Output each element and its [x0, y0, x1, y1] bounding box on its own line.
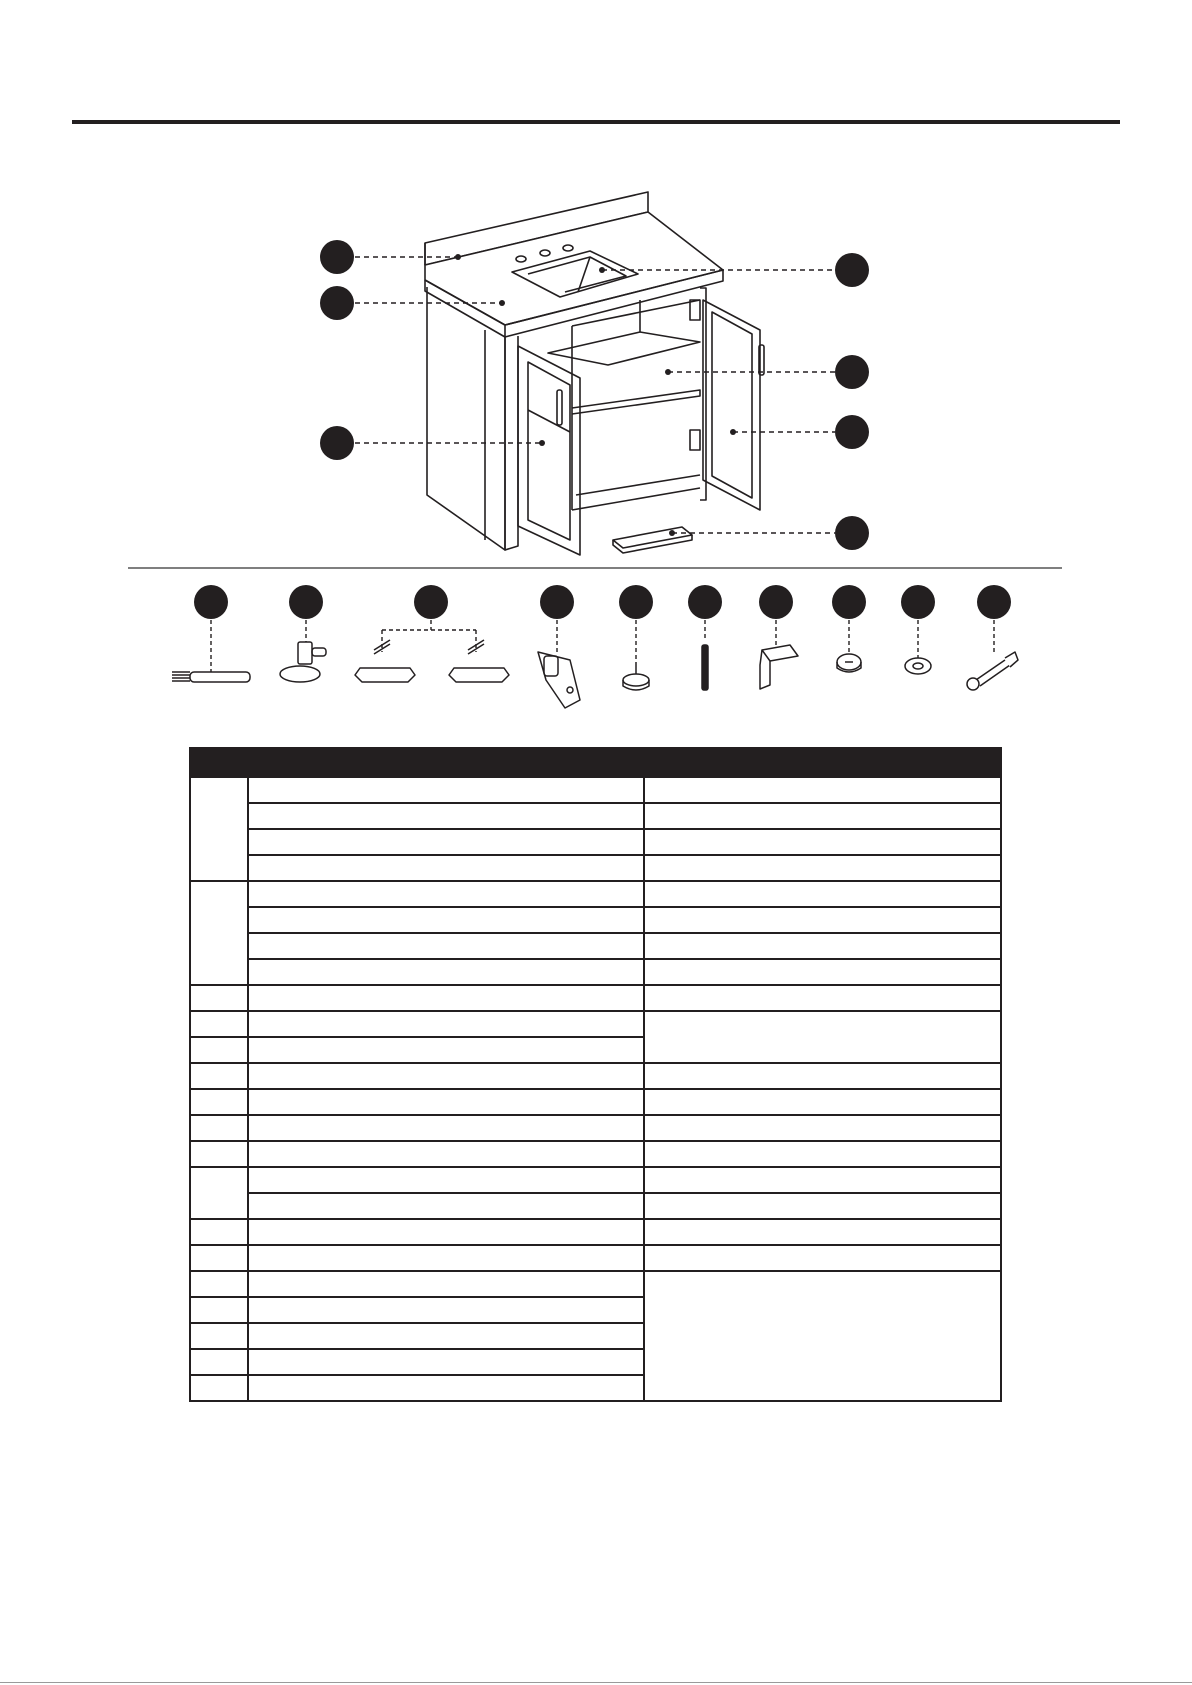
face-frame-drawing [505, 288, 706, 550]
table-cell [190, 1297, 248, 1323]
callout-basin [835, 253, 869, 287]
table-cell [190, 1167, 248, 1219]
table-cell [644, 777, 1001, 803]
table-cell [644, 1011, 1001, 1063]
table-cell [190, 1011, 248, 1037]
table-cell [190, 1375, 248, 1401]
table-cell [248, 1141, 644, 1167]
table-cell [190, 985, 248, 1011]
table-cell [248, 1245, 644, 1271]
table-row [190, 777, 1001, 803]
table-cell [248, 1271, 644, 1297]
table-cell [644, 907, 1001, 933]
table-row [190, 985, 1001, 1011]
cam-washer-icon [905, 658, 931, 674]
hardware-callout-9 [901, 585, 935, 619]
table-row [190, 803, 1001, 829]
table-cell [190, 1037, 248, 1063]
table-cell [190, 1219, 248, 1245]
table-cell [248, 959, 644, 985]
table-cell [248, 1089, 644, 1115]
assembly-diagram [0, 0, 1192, 760]
table-cell [248, 829, 644, 855]
hardware-callout-3 [414, 585, 448, 619]
table-cell [644, 1219, 1001, 1245]
table-cell [644, 803, 1001, 829]
table-row [190, 1193, 1001, 1219]
hardware-callout-4 [540, 585, 574, 619]
hardware-callout-8 [832, 585, 866, 619]
table-cell [644, 985, 1001, 1011]
table-row [190, 907, 1001, 933]
table-header-row [190, 748, 1001, 777]
table-cell [644, 1271, 1001, 1401]
side-panel-drawing [427, 287, 505, 550]
shelf-pin-icon [280, 642, 326, 682]
hardware-callout-7 [759, 585, 793, 619]
table-cell [248, 1375, 644, 1401]
table-cell [248, 907, 644, 933]
table-cell [248, 1219, 644, 1245]
table-row [190, 1141, 1001, 1167]
hardware-callout-5 [619, 585, 653, 619]
table-cell [248, 1193, 644, 1219]
table-cell [644, 1245, 1001, 1271]
table-cell [248, 1323, 644, 1349]
table-row [190, 1271, 1001, 1297]
table-cell [644, 959, 1001, 985]
table-cell [644, 855, 1001, 881]
table-row [190, 1115, 1001, 1141]
parts-list-table [189, 747, 1002, 1402]
hardware-callout-1 [194, 585, 228, 619]
table-row [190, 933, 1001, 959]
callout-left-door [320, 426, 354, 460]
l-bracket-icon [760, 645, 798, 689]
table-cell [248, 933, 644, 959]
kick-plate-drawing [613, 527, 692, 553]
header-part-letter [190, 748, 248, 777]
table-cell [644, 933, 1001, 959]
table-cell [644, 1063, 1001, 1089]
wood-dowel-icon [702, 645, 708, 690]
footer-rule [0, 1682, 1192, 1683]
callout-backsplash [320, 240, 354, 274]
table-cell [190, 1089, 248, 1115]
header-description [248, 748, 644, 777]
hinge-icon [538, 652, 580, 708]
table-cell [644, 1167, 1001, 1193]
table-cell [644, 1193, 1001, 1219]
table-cell [644, 829, 1001, 855]
right-door-drawing [690, 300, 764, 510]
table-cell [190, 1115, 248, 1141]
callout-kick-plate [835, 516, 869, 550]
table-cell [248, 1167, 644, 1193]
table-row [190, 1011, 1001, 1037]
cam-lock-icon [837, 654, 861, 672]
table-row [190, 1063, 1001, 1089]
table-cell [248, 1115, 644, 1141]
table-row [190, 959, 1001, 985]
table-cell [248, 1297, 644, 1323]
hardware-callout-6 [688, 585, 722, 619]
callout-shelf [835, 355, 869, 389]
table-cell [248, 881, 644, 907]
table-cell [644, 1115, 1001, 1141]
table-row [190, 1167, 1001, 1193]
table-cell [190, 777, 248, 881]
table-cell [248, 1037, 644, 1063]
callout-countertop [320, 286, 354, 320]
table-cell [190, 1349, 248, 1375]
table-cell [190, 881, 248, 985]
table-cell [248, 1011, 644, 1037]
table-cell [190, 1271, 248, 1297]
table-cell [248, 803, 644, 829]
table-cell [248, 855, 644, 881]
table-row [190, 829, 1001, 855]
hardware-callout-10 [977, 585, 1011, 619]
table-row [190, 1245, 1001, 1271]
dowel-screwdriver-icon [172, 672, 250, 682]
table-cell [248, 1349, 644, 1375]
table-cell [248, 777, 644, 803]
table-cell [248, 985, 644, 1011]
table-row [190, 855, 1001, 881]
table-cell [248, 1063, 644, 1089]
table-row [190, 1219, 1001, 1245]
table-cell [644, 1089, 1001, 1115]
door-handles-icon [355, 640, 509, 682]
callout-right-door [835, 415, 869, 449]
countertop-drawing [425, 212, 723, 337]
header-quantity [644, 748, 1001, 777]
table-cell [190, 1323, 248, 1349]
left-door-drawing [518, 346, 580, 555]
leveling-foot-icon [623, 662, 649, 690]
table-cell [644, 881, 1001, 907]
table-row [190, 881, 1001, 907]
wrench-icon [967, 652, 1018, 690]
table-cell [644, 1141, 1001, 1167]
table-cell [190, 1141, 248, 1167]
table-row [190, 1089, 1001, 1115]
table-cell [190, 1063, 248, 1089]
table-cell [190, 1245, 248, 1271]
hardware-callout-2 [289, 585, 323, 619]
